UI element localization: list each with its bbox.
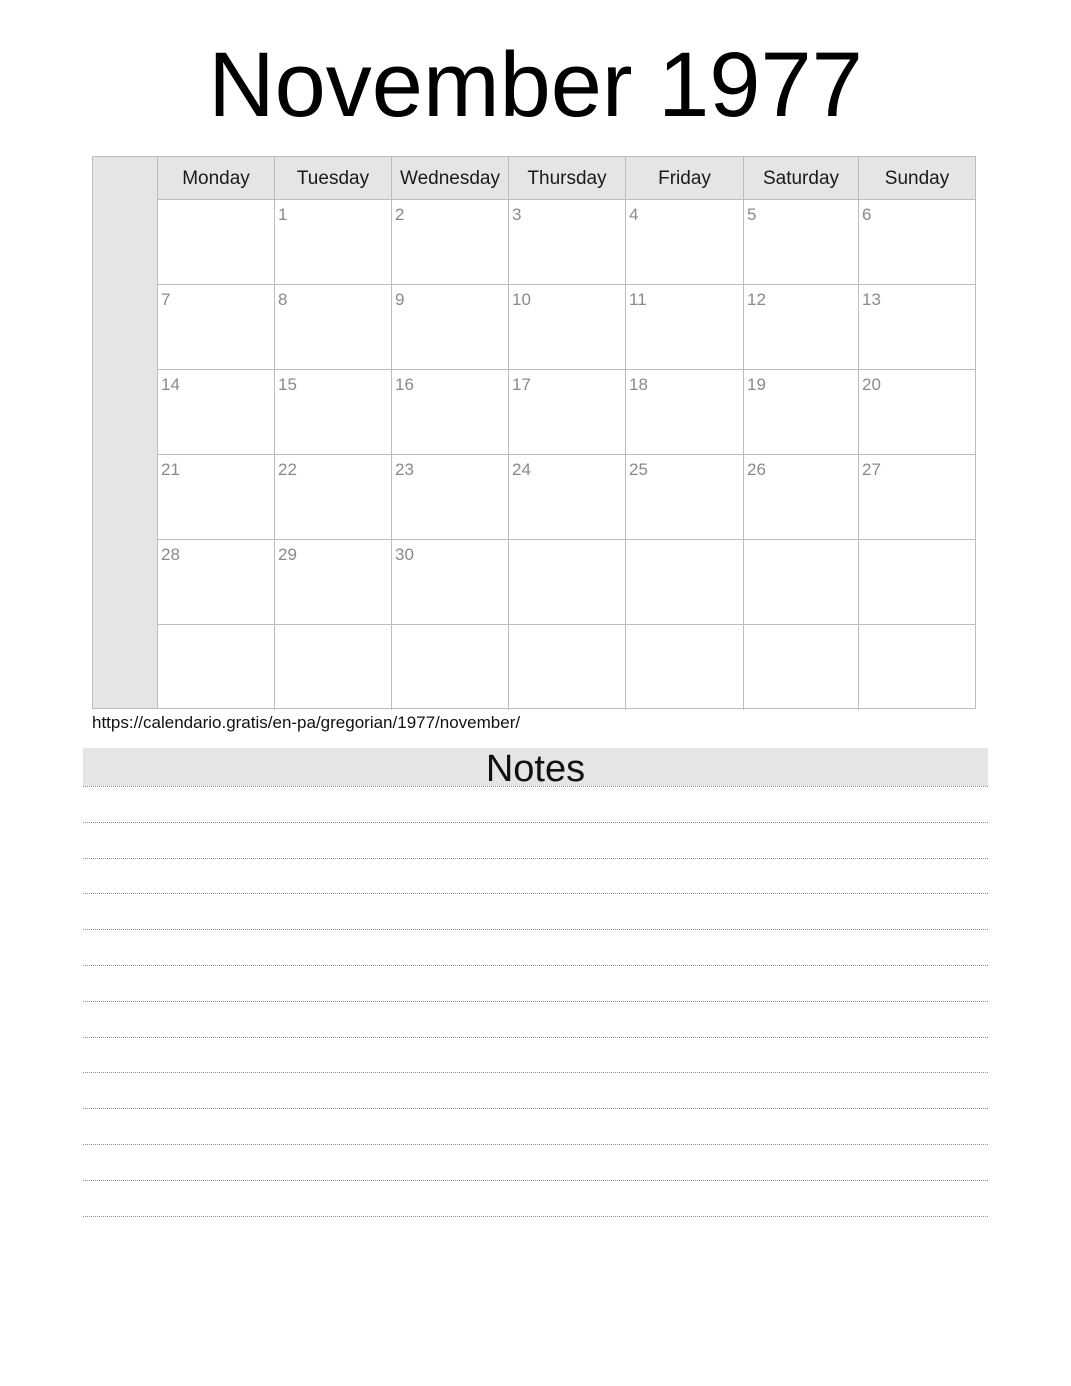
day-number: 23 — [395, 460, 414, 479]
day-cell — [626, 200, 744, 285]
page-title: November 1977 — [208, 34, 863, 136]
day-number: 26 — [747, 460, 766, 479]
day-number: 6 — [862, 205, 872, 224]
week-number-column — [93, 157, 158, 708]
day-cell — [509, 370, 626, 455]
note-line — [83, 1216, 988, 1217]
day-cell — [744, 200, 859, 285]
day-cell — [158, 540, 275, 625]
day-number: 25 — [629, 460, 648, 479]
day-number: 18 — [629, 375, 648, 394]
day-cell — [859, 455, 975, 540]
source-url: https://calendario.gratis/en-pa/gregorian/1977/november/ — [92, 713, 521, 732]
day-cell — [392, 455, 509, 540]
day-cell — [509, 200, 626, 285]
day-number: 24 — [512, 460, 531, 479]
day-cell — [626, 370, 744, 455]
day-number: 8 — [278, 290, 288, 309]
day-number: 7 — [161, 290, 171, 309]
day-number: 2 — [395, 205, 405, 224]
day-cell — [859, 200, 975, 285]
day-cell — [158, 625, 275, 710]
weekday-header-row — [158, 157, 975, 200]
day-cell — [626, 540, 744, 625]
note-line — [83, 1108, 988, 1109]
day-number: 29 — [278, 545, 297, 564]
note-line — [83, 1144, 988, 1145]
day-cell — [392, 370, 509, 455]
day-cell — [509, 625, 626, 710]
day-number: 27 — [862, 460, 881, 479]
day-cell — [158, 285, 275, 370]
day-number: 15 — [278, 375, 297, 394]
day-cell — [275, 625, 392, 710]
note-line — [83, 965, 988, 966]
weekday-header: Thursday — [509, 157, 626, 199]
day-number: 10 — [512, 290, 531, 309]
day-cell — [275, 285, 392, 370]
day-cell — [158, 455, 275, 540]
day-cell — [744, 625, 859, 710]
note-line — [83, 893, 988, 894]
note-line — [83, 858, 988, 859]
day-number: 30 — [395, 545, 414, 564]
day-cell — [275, 540, 392, 625]
day-cell — [158, 370, 275, 455]
day-cell — [626, 455, 744, 540]
day-cell — [275, 370, 392, 455]
day-cell — [509, 285, 626, 370]
notes-heading: Notes — [83, 748, 988, 786]
day-cell — [158, 200, 275, 285]
day-cell — [744, 285, 859, 370]
day-number: 5 — [747, 205, 757, 224]
weekday-header: Wednesday — [392, 157, 509, 199]
day-cell — [626, 625, 744, 710]
day-number: 20 — [862, 375, 881, 394]
day-number: 9 — [395, 290, 405, 309]
weekday-header: Tuesday — [275, 157, 392, 199]
note-line — [83, 822, 988, 823]
day-cell — [859, 625, 975, 710]
weekday-header: Saturday — [744, 157, 859, 199]
note-line — [83, 1001, 988, 1002]
day-cell — [626, 285, 744, 370]
day-number: 19 — [747, 375, 766, 394]
day-number: 11 — [629, 290, 647, 309]
note-line — [83, 1180, 988, 1181]
day-cell — [509, 540, 626, 625]
day-number: 17 — [512, 375, 531, 394]
calendar-days — [158, 157, 975, 708]
weekday-header: Sunday — [884, 168, 950, 189]
day-cell — [509, 455, 626, 540]
day-number: 22 — [278, 460, 297, 479]
day-number: 12 — [747, 290, 766, 309]
day-cell — [392, 540, 509, 625]
day-cell — [744, 455, 859, 540]
day-number: 14 — [161, 375, 180, 394]
weekday-header: Friday — [626, 157, 744, 199]
day-number: 21 — [161, 460, 180, 479]
day-number: 3 — [512, 205, 522, 224]
day-cell — [744, 540, 859, 625]
note-line — [83, 1037, 988, 1038]
day-cell — [275, 200, 392, 285]
day-cell — [392, 200, 509, 285]
day-cell — [744, 370, 859, 455]
day-number: 16 — [395, 375, 414, 394]
day-number: 13 — [862, 290, 881, 309]
note-line — [83, 786, 988, 787]
note-line — [83, 929, 988, 930]
day-number: 28 — [161, 545, 180, 564]
day-cell — [859, 540, 975, 625]
day-cell — [859, 285, 975, 370]
month-calendar-grid — [92, 156, 976, 709]
day-number: 4 — [629, 205, 639, 224]
note-line — [83, 1072, 988, 1073]
weekday-header: Monday — [158, 157, 275, 199]
day-cell — [275, 455, 392, 540]
day-number: 1 — [278, 205, 288, 224]
day-cell — [859, 370, 975, 455]
day-cell — [392, 625, 509, 710]
day-cell — [392, 285, 509, 370]
